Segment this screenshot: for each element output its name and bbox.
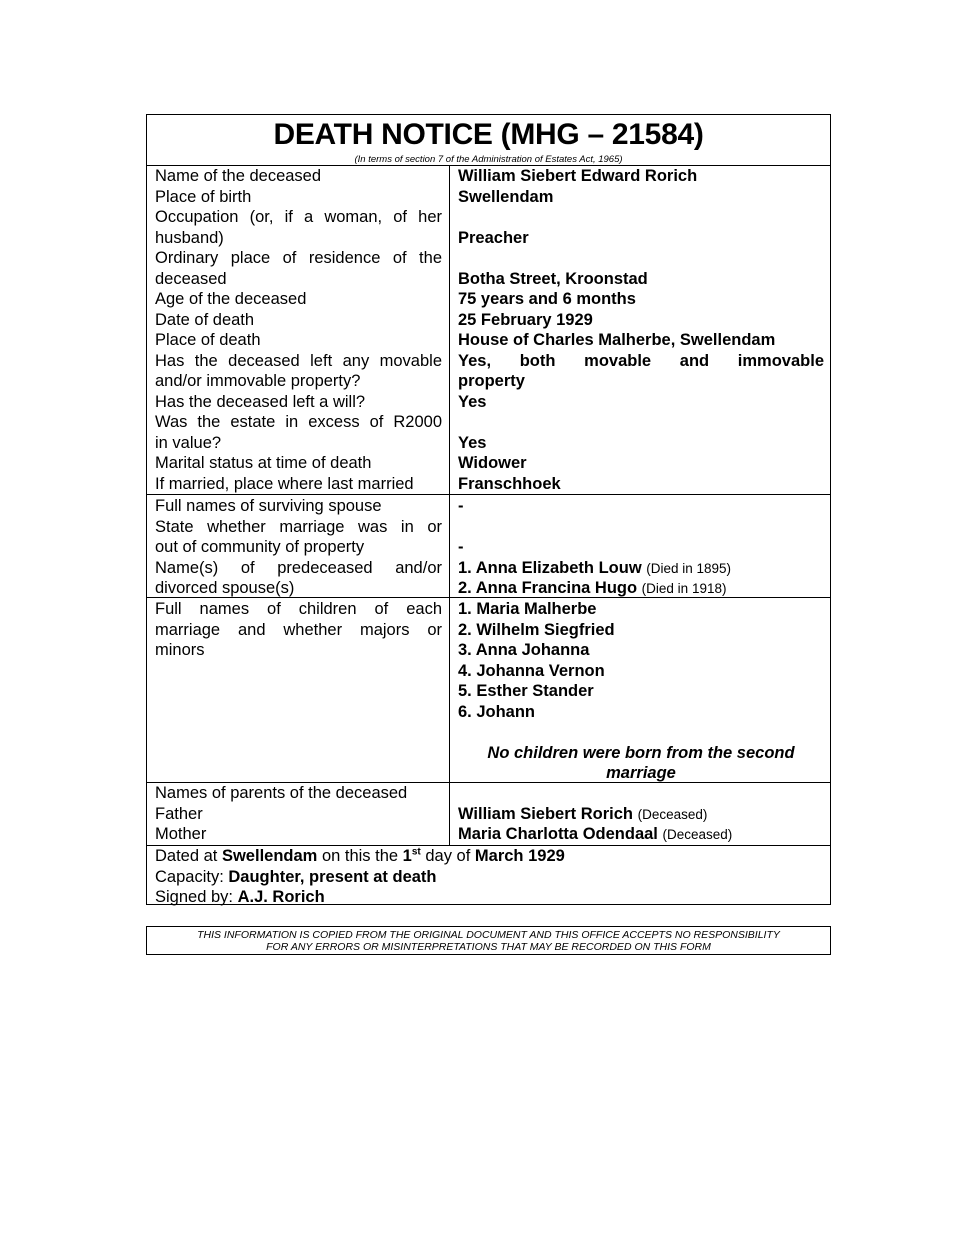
mother-name: Maria Charlotta Odendaal [458, 825, 658, 843]
field-values [458, 166, 824, 494]
field-values [458, 496, 824, 599]
label-place-of-death: Place of death [155, 331, 261, 349]
list-item: 2. Wilhelm Siegfried [458, 620, 615, 639]
label-marriage-community: State whether marriage was in or [155, 517, 442, 536]
value-marriage-community: - [458, 538, 464, 556]
value-estate-value: Yes [458, 433, 487, 452]
label-age: Age of the deceased [155, 290, 307, 308]
value-name: William Siebert Edward Rorich [458, 167, 698, 185]
section-parents [147, 783, 830, 846]
value-place-of-death: House of Charles Malherbe, Swellendam [458, 331, 776, 349]
day-word: day of [425, 847, 471, 865]
mother-note: (Deceased) [662, 827, 733, 842]
label-name: Name of the deceased [155, 167, 322, 185]
children-note: No children were born from the second marriage [487, 743, 795, 782]
list-item: 3. Anna Johanna [458, 641, 590, 659]
value-blank [458, 248, 824, 269]
label-father: Father [155, 804, 203, 823]
value-blank [458, 207, 824, 228]
section-signature [147, 846, 830, 906]
field-labels [155, 783, 442, 845]
column-divider [449, 783, 450, 845]
field-labels [155, 599, 442, 661]
label-birthplace: Place of birth [155, 187, 252, 206]
father-note: (Deceased) [637, 806, 708, 822]
label-marital-status: Marital status at time of death [155, 454, 372, 472]
day-number-value: 1 [402, 847, 412, 865]
spouse-1-note: (Died in 1895) [646, 560, 732, 576]
column-divider [449, 166, 450, 494]
children-list [458, 599, 824, 784]
list-item: 5. Esther Stander [458, 682, 594, 700]
value-date-of-death: 25 February 1929 [458, 310, 593, 329]
dated-place: Swellendam [221, 847, 318, 865]
label-occupation-cont: husband) [155, 228, 224, 247]
value-residence: Botha Street, Kroonstad [458, 269, 648, 288]
label-property: Has the deceased left any movable [155, 351, 442, 370]
label-will: Has the deceased left a will? [155, 392, 366, 411]
signature-block [155, 846, 565, 908]
label-children: Full names of children of each [155, 600, 442, 618]
label-marriage-community-cont: out of community of property [155, 538, 365, 556]
label-predeceased-spouses-cont: divorced spouse(s) [155, 579, 295, 597]
label-parents: Names of parents of the deceased [155, 784, 408, 802]
value-property: Yes, both movable and immovable [458, 351, 824, 370]
dated-date: March 1929 [474, 847, 565, 865]
disclaimer-box [146, 926, 831, 955]
label-residence: Ordinary place of residence of the [155, 249, 442, 267]
field-labels [155, 166, 442, 494]
spouse-1 [458, 558, 824, 579]
mother [458, 824, 824, 845]
capacity-value: Daughter, present at death [228, 867, 437, 886]
father-name: William Siebert Rorich [458, 804, 633, 823]
dated-mid: on this the [321, 847, 399, 865]
label-children-cont: marriage and whether majors or [155, 620, 442, 639]
section-children [147, 598, 830, 783]
list-item: 6. Johann [458, 702, 536, 721]
page-subtitle: (In terms of section 7 of the Administration of Estates Act, 1965) [354, 154, 623, 165]
label-surviving-spouse: Full names of surviving spouse [155, 497, 382, 515]
spouse-1-name: 1. Anna Elizabeth Louw [458, 558, 642, 577]
day-suffix: st [411, 846, 421, 858]
value-place-married: Franschhoek [458, 474, 561, 493]
list-item: 4. Johanna Vernon [458, 661, 605, 680]
field-values [458, 783, 824, 845]
value-blank [458, 412, 824, 433]
death-notice-form [146, 114, 831, 905]
form-header [147, 115, 830, 166]
value-birthplace: Swellendam [458, 187, 554, 206]
signed-label: Signed by: [155, 888, 233, 906]
value-blank [458, 722, 824, 743]
label-estate-value-cont: in value? [155, 433, 222, 452]
father [458, 804, 824, 825]
spouse-2-name: 2. Anna Francina Hugo [458, 579, 638, 597]
value-age: 75 years and 6 months [458, 290, 636, 308]
spouse-2 [458, 578, 824, 599]
dated-prefix: Dated at [155, 847, 218, 865]
label-residence-cont: deceased [155, 269, 227, 288]
value-blank [458, 783, 824, 804]
capacity-line [155, 867, 565, 888]
label-place-married: If married, place where last married [155, 474, 414, 493]
disclaimer-line-1: THIS INFORMATION IS COPIED FROM THE ORIGINAL DOCUMENT AND THIS OFFICE ACCEPTS NO RESPONSIBILITY [197, 929, 780, 941]
section-deceased-details [147, 166, 830, 495]
label-occupation: Occupation (or, if a woman, of her [155, 208, 442, 226]
value-property-cont: property [458, 372, 525, 390]
field-labels [155, 496, 442, 599]
capacity-label: Capacity: [155, 867, 224, 886]
signed-value: A.J. Rorich [237, 888, 325, 906]
value-surviving-spouse: - [458, 497, 464, 515]
column-divider [449, 598, 450, 782]
value-blank [458, 517, 824, 538]
value-will: Yes [458, 392, 487, 411]
label-estate-value: Was the estate in excess of R2000 [155, 413, 442, 431]
disclaimer-line-2: FOR ANY ERRORS OR MISINTERPRETATIONS THAT MAY BE RECORDED ON THIS FORM [266, 941, 711, 953]
dated-line [155, 846, 565, 867]
section-spouses [147, 495, 830, 598]
day-number [403, 847, 421, 865]
label-mother: Mother [155, 825, 207, 843]
list-item: 1. Maria Malherbe [458, 600, 597, 618]
label-date-of-death: Date of death [155, 310, 255, 329]
column-divider [449, 495, 450, 597]
page-title: DEATH NOTICE (MHG – 21584) [273, 118, 704, 151]
spouse-2-note: (Died in 1918) [641, 581, 727, 596]
label-predeceased-spouses: Name(s) of predeceased and/or [155, 558, 442, 577]
signed-line [155, 887, 565, 908]
value-occupation: Preacher [458, 228, 529, 247]
label-children-cont2: minors [155, 641, 205, 659]
label-property-cont: and/or immovable property? [155, 372, 361, 390]
value-marital-status: Widower [458, 454, 527, 472]
